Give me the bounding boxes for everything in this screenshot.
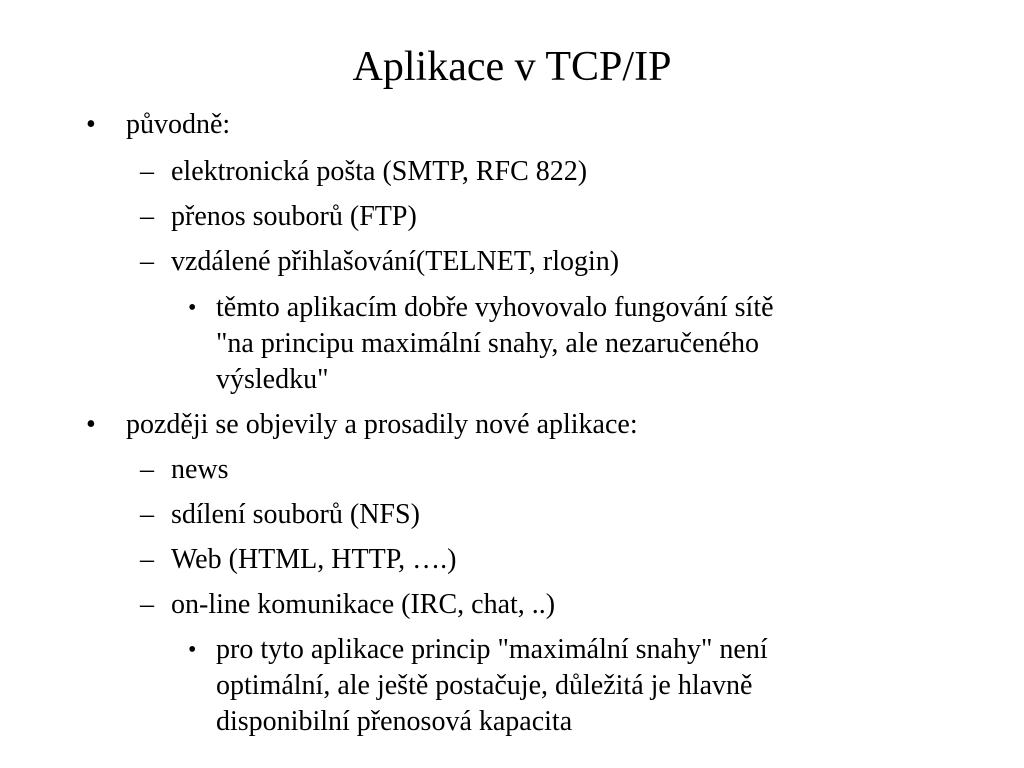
dash-marker: – [140,499,154,530]
bullet-text: původně: [126,109,231,140]
sub-bullet-text: on-line komunikace (IRC, chat, ..) [171,589,556,620]
sub-sub-bullet-line: disponibilní přenosová kapacita [216,706,573,737]
dash-marker: – [140,246,154,277]
sub-sub-bullet-line: výsledku" [216,364,329,395]
sub-sub-bullet-line: "na principu maximální snahy, ale nezaručeného [216,328,759,359]
sub-bullet-text: elektronická pošta (SMTP, RFC 822) [171,156,588,187]
small-bullet-marker: • [188,637,197,663]
slide-title: Aplikace v TCP/IP [352,44,672,90]
sub-bullet-text: Web (HTML, HTTP, ….) [171,544,457,575]
dash-marker: – [140,156,154,187]
sub-sub-bullet-line: pro tyto aplikace princip "maximální snahy" není [216,634,768,665]
dash-marker: – [140,589,154,620]
bullet-marker: • [86,409,96,440]
sub-sub-bullet-line: optimální, ale ještě postačuje, důležitá je hlavně [216,670,753,701]
sub-bullet-text: vzdálené přihlašování(TELNET, rlogin) [171,246,620,277]
small-bullet-marker: • [188,295,197,321]
sub-bullet-text: sdílení souborů (NFS) [171,499,420,530]
dash-marker: – [140,454,154,485]
dash-marker: – [140,544,154,575]
sub-sub-bullet-line: těmto aplikacím dobře vyhovovalo fungování sítě [216,292,774,323]
dash-marker: – [140,201,154,232]
bullet-text: později se objevily a prosadily nové aplikace: [126,409,638,440]
sub-bullet-text: news [171,454,229,485]
sub-bullet-text: přenos souborů (FTP) [171,201,417,232]
bullet-marker: • [86,109,96,140]
